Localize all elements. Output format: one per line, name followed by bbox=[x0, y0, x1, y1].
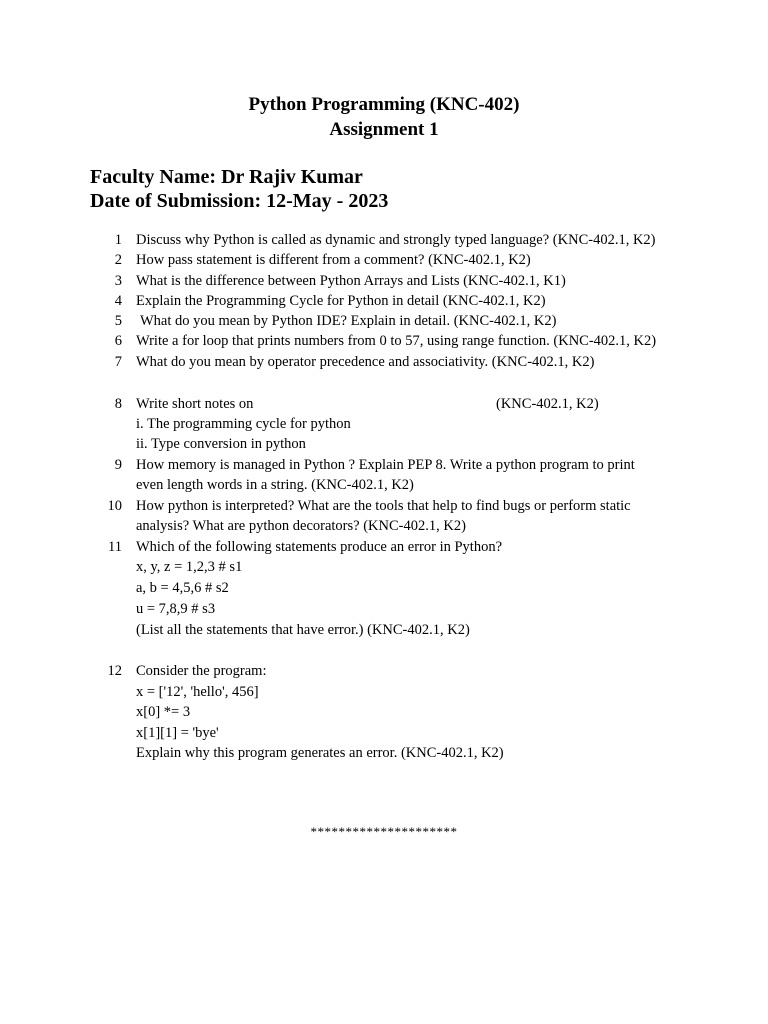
question-text: Write short notes on bbox=[136, 396, 254, 412]
question-text: What do you mean by operator precedence and associativity. (KNC-402.1, K2) bbox=[136, 354, 595, 370]
code-line: x, y, z = 1,2,3 # s1 bbox=[136, 559, 243, 575]
question-text: Explain why this program generates an error. (KNC-402.1, K2) bbox=[136, 745, 504, 761]
question-number: 4 bbox=[114, 293, 122, 309]
question-tag: (KNC-402.1, K2) bbox=[496, 396, 599, 412]
question-text: What do you mean by Python IDE? Explain in detail. (KNC-402.1, K2) bbox=[140, 313, 557, 329]
question-number: 3 bbox=[114, 273, 122, 289]
question-number: 10 bbox=[107, 498, 122, 514]
code-line: x[1][1] = 'bye' bbox=[136, 725, 219, 741]
question-text: How python is interpreted? What are the tools that help to find bugs or perform static bbox=[136, 498, 631, 514]
code-line: x = ['12', 'hello', 456] bbox=[136, 684, 259, 700]
question-number: 5 bbox=[114, 313, 122, 329]
footer-divider: ********************* bbox=[310, 824, 458, 839]
question-subitem: i. The programming cycle for python bbox=[136, 416, 351, 432]
question-text: Write a for loop that prints numbers from 0 to 57, using range function. (KNC-402.1, K2) bbox=[136, 333, 657, 349]
question-number: 2 bbox=[114, 252, 122, 268]
question-number: 7 bbox=[114, 354, 122, 370]
assignment-title: Assignment 1 bbox=[329, 119, 439, 140]
code-line: x[0] *= 3 bbox=[136, 704, 191, 720]
question-number: 6 bbox=[114, 333, 122, 349]
question-number: 11 bbox=[108, 539, 122, 555]
question-text: Consider the program: bbox=[136, 663, 267, 679]
question-text: How memory is managed in Python ? Explain PEP 8. Write a python program to print bbox=[136, 457, 635, 473]
question-text: analysis? What are python decorators? (KNC-402.1, K2) bbox=[136, 518, 466, 534]
question-text: (List all the statements that have error.) (KNC-402.1, K2) bbox=[136, 622, 470, 638]
question-text: even length words in a string. (KNC-402.1, K2) bbox=[136, 477, 414, 493]
submission-date: Date of Submission: 12-May - 2023 bbox=[90, 190, 389, 212]
question-number: 9 bbox=[114, 457, 122, 473]
question-number: 12 bbox=[107, 663, 122, 679]
course-title: Python Programming (KNC-402) bbox=[248, 94, 520, 115]
question-number: 8 bbox=[114, 396, 122, 412]
question-number: 1 bbox=[114, 232, 122, 248]
question-text: Which of the following statements produce an error in Python? bbox=[136, 539, 503, 555]
question-text: Explain the Programming Cycle for Python in detail (KNC-402.1, K2) bbox=[136, 293, 546, 309]
code-line: u = 7,8,9 # s3 bbox=[136, 601, 216, 617]
question-text: How pass statement is different from a comment? (KNC-402.1, K2) bbox=[136, 252, 531, 268]
faculty-name: Faculty Name: Dr Rajiv Kumar bbox=[90, 166, 363, 188]
question-text: Discuss why Python is called as dynamic and strongly typed language? (KNC-402.1, K2) bbox=[136, 232, 656, 248]
question-text: What is the difference between Python Arrays and Lists (KNC-402.1, K1) bbox=[136, 273, 566, 289]
question-subitem: ii. Type conversion in python bbox=[136, 436, 306, 452]
code-line: a, b = 4,5,6 # s2 bbox=[136, 580, 229, 596]
